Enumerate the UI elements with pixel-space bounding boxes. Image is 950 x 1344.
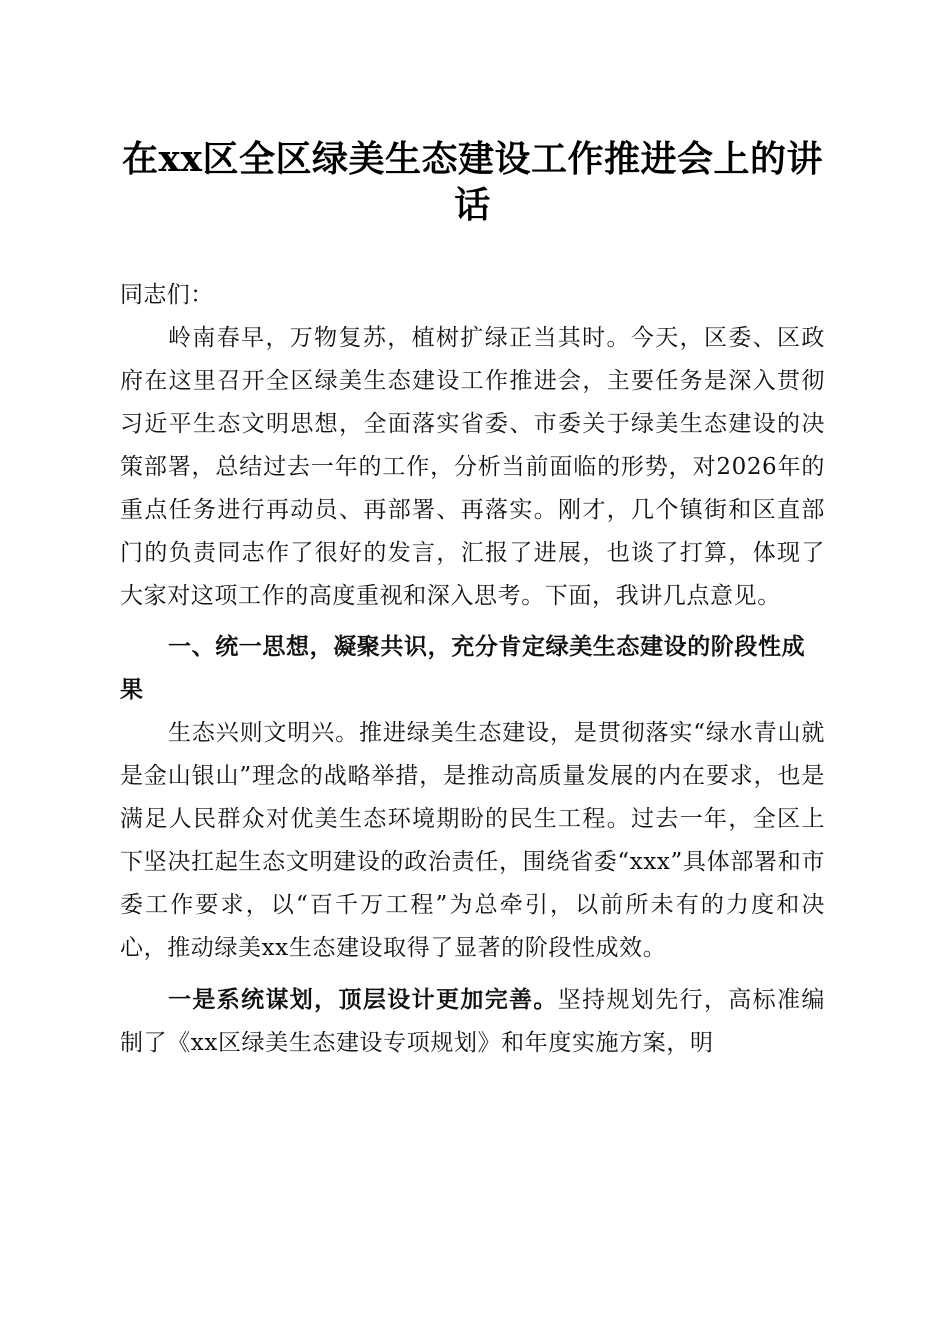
opening-paragraph: 岭南春早，万物复苏，植树扩绿正当其时。今天，区委、区政府在这里召开全区绿美生态建设工作推进会，主要任务是深入贯彻习近平生态文明思想，全面落实省委、市委关于绿美生态建设的决策部署，总结过去一年的工作，分析当前面临的形势，对2026年的重点任务进行再动员、再部署、再落实。刚才，几个镇街和区直部门的负责同志作了很好的发言，汇报了进展，也谈了打算，体现了大家对这项工作的高度重视和深入思考。下面，我讲几点意见。 [120, 325, 825, 609]
document-page [120, 0, 825, 1344]
point-1-paragraph [120, 978, 825, 1065]
section-1-paragraph: 生态兴则文明兴。推进绿美生态建设，是贯彻落实“绿水青山就是金山银山”理念的战略举措，是推动高质量发展的内在要求，也是满足人民群众对优美生态环境期盼的民生工程。过去一年，全区上下坚决扛起生态文明建设的政治责任，围绕省委“xxx”具体部署和市委工作要求，以“百千万工程”为总牵引，以前所未有的力度和决心，推动绿美xx生态建设取得了显著的阶段性成效。 [120, 720, 825, 961]
section-1-heading: 一、统一思想，凝聚共识，充分肯定绿美生态建设的阶段性成果 [120, 634, 806, 703]
point-1-lead: 一是系统谋划，顶层设计更加完善。 [168, 986, 558, 1013]
document-title: 在xx区全区绿美生态建设工作推进会上的讲话 [122, 138, 823, 226]
salutation: 同志们： [120, 282, 214, 308]
point-1-text: 坚持规划先行，高标准编制了《xx区绿美生态建设专项规划》和年度实施方案，明 [120, 987, 825, 1056]
